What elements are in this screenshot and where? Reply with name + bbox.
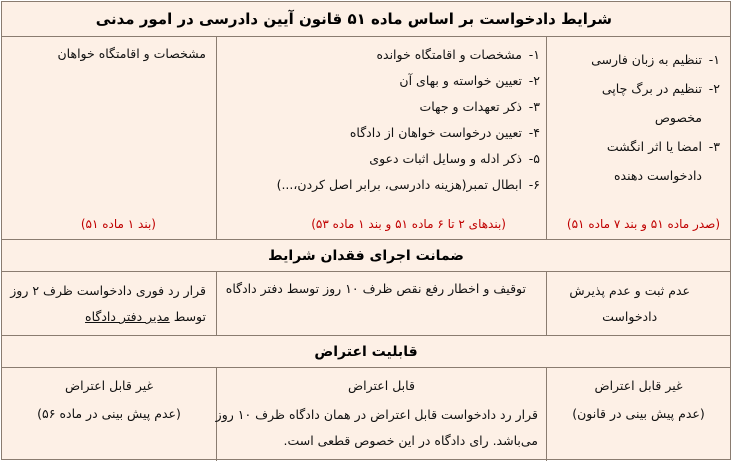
list-number: ۱- [708, 52, 720, 67]
cell-text: توسط [169, 309, 206, 324]
cell-text: عدم ثبت و عدم پذیرش [569, 283, 690, 298]
content-list [277, 42, 540, 198]
conditions-plaintiff-cell [2, 37, 216, 239]
cell-text: قابل اعتراض [348, 378, 415, 393]
table-title: شرایط دادخواست بر اساس ماده ۵۱ قانون آیین دادرسی در امور مدنی [95, 10, 612, 28]
legal-reference: (صدر ماده ۵۱ و بند ۷ ماده ۵۱) [566, 217, 720, 231]
list-number: ۴- [528, 125, 540, 140]
guarantee-left-cell [2, 272, 216, 335]
title-row [2, 2, 730, 37]
legal-reference: (بند ۱ ماده ۵۱) [80, 217, 156, 231]
cell-text: غیر قابل اعتراض [64, 378, 154, 393]
cell-text: توقیف و اخطار رفع نقص ظرف ۱۰ روز توسط دفتر دادگاه [225, 281, 526, 296]
appeal-row [2, 368, 730, 461]
appeal-middle-cell [216, 368, 547, 461]
conditions-row [2, 37, 730, 240]
list-item: تعیین خواسته و بهای آن [399, 73, 522, 88]
guarantee-row [2, 272, 730, 336]
guarantee-right-cell [547, 272, 730, 335]
appeal-heading-row [2, 336, 730, 368]
guarantee-heading-row [2, 240, 730, 272]
cell-text: (عدم پیش بینی در قانون) [572, 406, 705, 421]
section-heading: قابلیت اعتراض [314, 343, 418, 360]
list-item: ابطال تمبر(هزینه دادرسی، برابر اصل کردن،...) [276, 177, 522, 192]
plaintiff-info: مشخصات و اقامتگاه خواهان [57, 46, 206, 61]
list-number: ۳- [708, 139, 720, 154]
list-number: ۲- [708, 81, 720, 96]
cell-text: قرار رد دادخواست قابل اعتراض در همان دادگاه ظرف ۱۰ روز [215, 407, 538, 422]
underlined-text: مدیر دفتر دادگاه [85, 309, 170, 324]
cell-text: دادخواست [602, 309, 658, 324]
cell-text: (عدم پیش بینی در ماده ۵۶) [37, 406, 181, 421]
list-item: ذکر تعهدات و جهات [419, 99, 522, 114]
cell-text: می‌باشد. رای دادگاه در این خصوص قطعی است. [283, 433, 538, 448]
list-number: ۵- [528, 151, 540, 166]
cell-text: قرار رد فوری دادخواست ظرف ۲ روز [10, 283, 206, 298]
appeal-left-cell [2, 368, 216, 461]
conditions-table [1, 1, 731, 460]
list-item: تعیین درخواست خواهان از دادگاه [349, 125, 522, 140]
format-list [591, 45, 720, 190]
list-number: ۳- [528, 99, 540, 114]
list-item: تنظیم در برگ چاپی [601, 81, 702, 96]
list-item: ذکر ادله و وسایل اثبات دعوی [369, 151, 522, 166]
legal-reference: (بندهای ۲ تا ۶ ماده ۵۱ و بند ۱ ماده ۵۳) [311, 217, 506, 231]
conditions-format-cell [547, 37, 730, 239]
list-item: تنظیم به زبان فارسی [591, 52, 702, 67]
cell-text: غیر قابل اعتراض [594, 378, 683, 393]
list-item: مخصوص [654, 110, 702, 125]
list-number: ۱- [528, 47, 540, 62]
appeal-right-cell [547, 368, 730, 461]
list-number: ۲- [528, 73, 540, 88]
guarantee-middle-cell [216, 272, 547, 335]
list-item: دادخواست دهنده [613, 168, 702, 183]
conditions-content-cell [216, 37, 547, 239]
list-number: ۶- [528, 177, 540, 192]
list-item: امضا یا اثر انگشت [606, 139, 702, 154]
section-heading: ضمانت اجرای فقدان شرایط [268, 247, 464, 264]
list-item: مشخصات و اقامتگاه خوانده [376, 47, 522, 62]
